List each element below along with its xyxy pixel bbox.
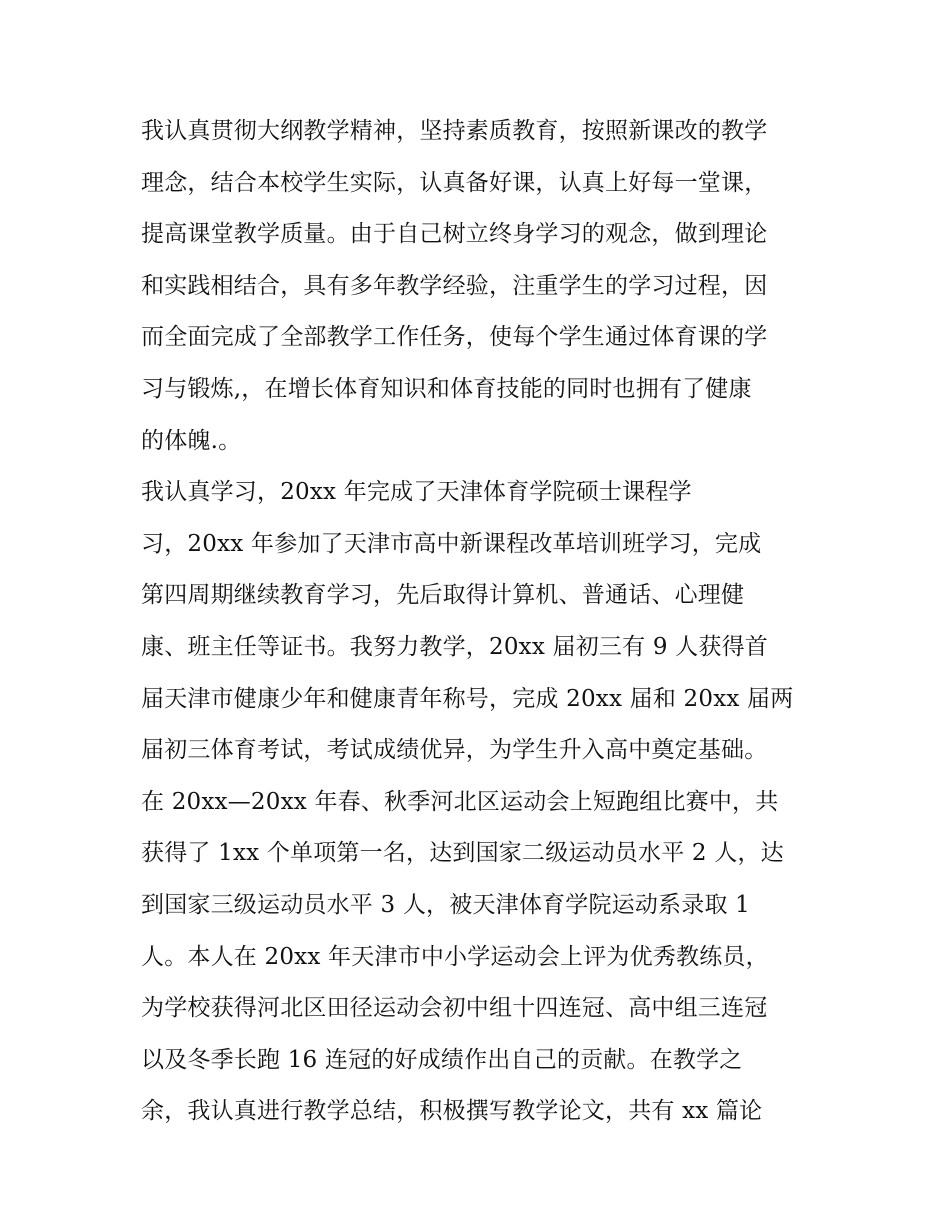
text-line: 以及冬季长跑 16 连冠的好成绩作出自己的贡献。在教学之 <box>141 1046 743 1073</box>
text-line: 提高课堂教学质量。由于自己树立终身学习的观念，做到理论 <box>141 221 768 248</box>
text-line: 在 20xx—20xx 年春、秋季河北区运动会上短跑组比赛中，共 <box>141 788 779 815</box>
text-line: 的体魄.。 <box>141 427 242 454</box>
text-line: 我认真贯彻大纲教学精神，坚持素质教育，按照新课改的教学 <box>141 118 768 144</box>
text-line: 习，20xx 年参加了天津市高中新课程改革培训班学习，完成 <box>141 530 762 557</box>
body-text <box>141 110 821 1142</box>
text-line: 我认真学习，20xx 年完成了天津体育学院硕士课程学 <box>141 479 692 506</box>
text-line: 康、班主任等证书。我努力教学，20xx 届初三有 9 人获得首 <box>141 633 768 660</box>
text-line: 人。本人在 20xx 年天津市中小学运动会上评为优秀教练员， <box>141 943 769 970</box>
text-line: 获得了 1xx 个单项第一名，达到国家二级运动员水平 2 人，达 <box>141 840 784 867</box>
text-line: 理念，结合本校学生实际，认真备好课，认真上好每一堂课， <box>141 169 768 196</box>
text-line: 和实践相结合，具有多年教学经验，注重学生的学习过程，因 <box>141 272 768 299</box>
text-line: 届初三体育考试，考试成绩优异，为学生升入高中奠定基础。 <box>141 737 768 764</box>
text-line: 届天津市健康少年和健康青年称号，完成 20xx 届和 20xx 届两 <box>141 685 794 712</box>
text-line: 到国家三级运动员水平 3 人，被天津体育学院运动系录取 1 <box>141 891 750 918</box>
text-line: 习与锻炼,，在增长体育知识和体育技能的同时也拥有了健康 <box>141 375 752 402</box>
text-line: 为学校获得河北区田径运动会初中组十四连冠、高中组三连冠 <box>141 995 768 1022</box>
text-line: 第四周期继续教育学习，先后取得计算机、普通话、心理健 <box>141 582 745 609</box>
text-line: 而全面完成了全部教学工作任务，使每个学生通过体育课的学 <box>141 324 768 351</box>
text-line: 余，我认真进行教学总结，积极撰写教学论文，共有 xx 篇论 <box>141 1098 763 1125</box>
